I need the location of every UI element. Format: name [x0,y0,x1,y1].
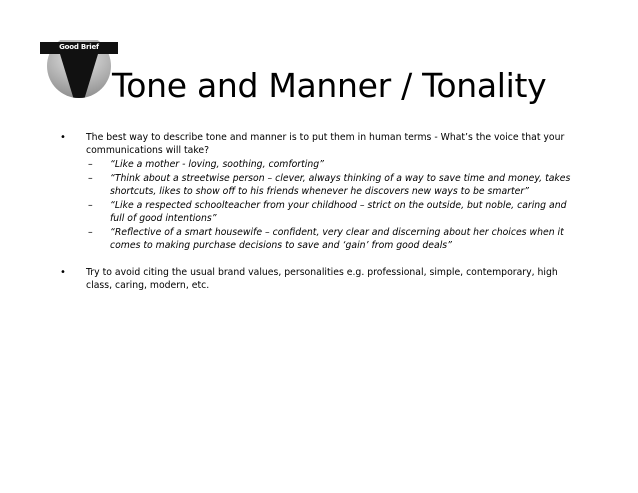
slide-body [60,131,580,292]
dash-marker: – [88,227,93,238]
sub-bullet-item [60,172,580,198]
sub-bullet-item [60,158,580,171]
dash-marker: – [88,173,93,184]
bullet-marker: • [60,132,66,143]
sub-bullet-text: “Like a respected schoolteacher from your childhood – strict on the outside, but noble, caring and full of good intentions” [110,200,567,224]
bullet-item [60,266,580,292]
bullet-item [60,131,580,157]
sub-bullet-text: “Reflective of a smart housewife – confident, very clear and discerning about her choices when it comes to making purchase decisions to save and ‘gain’ from good deals” [110,227,564,251]
sub-bullet-item [60,199,580,225]
bullet-text: Try to avoid citing the usual brand values, personalities e.g. professional, simple, contemporary, high class, caring, modern, etc. [86,267,558,291]
dash-marker: – [88,159,93,170]
dash-marker: – [88,200,93,211]
logo-label: Good Brief [59,43,99,51]
sub-bullet-item [60,226,580,252]
sub-bullet-text: “Like a mother - loving, soothing, comforting” [110,159,324,170]
bullet-marker: • [60,267,66,278]
spacer [60,253,580,266]
sub-bullet-text: “Think about a streetwise person – clever, always thinking of a way to save time and money, takes shortcuts, likes to show off to his friends whenever he discovers new ways to be smarter” [110,173,571,197]
sub-bullet-list [60,158,580,252]
slide-title: Tone and Manner / Tonality [112,66,547,105]
bullet-text: The best way to describe tone and manner is to put them in human terms - What’s the voice that your communications will take? [86,132,565,156]
